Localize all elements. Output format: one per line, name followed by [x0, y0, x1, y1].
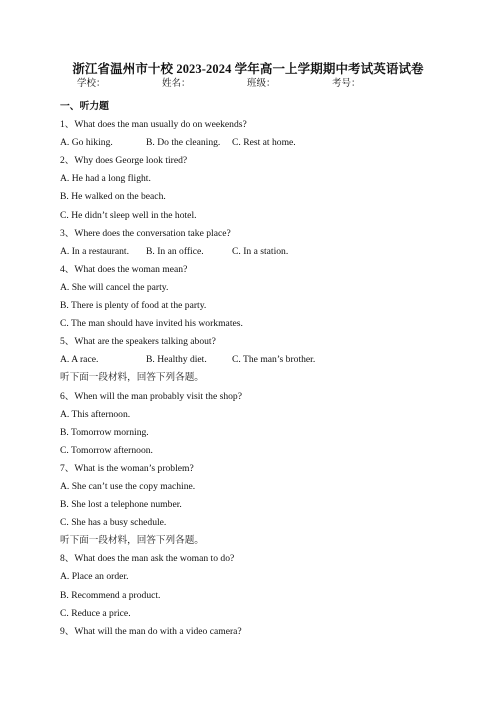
exam-title: 浙江省温州市十校 2023-2024 学年高一上学期期中考试英语试卷	[72, 62, 424, 76]
exam-number-field: 考号：	[332, 79, 361, 89]
question-4: 4、What does the woman mean?	[60, 263, 188, 275]
question-6: 6、When will the man probably visit the shop?	[60, 390, 242, 402]
question-3-options	[60, 246, 456, 264]
question-1-options	[60, 137, 456, 155]
name-field: 姓名：	[162, 79, 191, 89]
option-b: B. In an office.	[146, 245, 204, 257]
option-a: A. He had a long flight.	[60, 173, 151, 185]
option-c: C. Rest at home.	[232, 137, 296, 149]
option-c: C. She has a busy schedule.	[60, 517, 167, 529]
question-list	[60, 101, 456, 644]
option-b: B. Tomorrow morning.	[60, 426, 149, 438]
question-8: 8、What does the man ask the woman to do?	[60, 553, 235, 565]
section-heading: 一、听力题	[60, 101, 109, 112]
option-a: A. A race.	[60, 354, 99, 366]
class-field: 班级：	[247, 79, 276, 89]
student-info-row	[0, 78, 496, 90]
option-b: B. There is plenty of food at the party.	[60, 300, 207, 312]
question-5-options	[60, 354, 456, 372]
listening-instruction: 听下面一段材料，回答下列各题。	[60, 535, 204, 547]
option-a: A. Place an order.	[60, 571, 129, 583]
option-a: A. Go hiking.	[60, 137, 113, 149]
option-b: B. Healthy diet.	[146, 354, 207, 366]
question-5: 5、What are the speakers talking about?	[60, 336, 216, 348]
option-c: C. The man should have invited his workmates.	[60, 318, 243, 330]
question-7: 7、What is the woman’s problem?	[60, 462, 194, 474]
option-a: A. This afternoon.	[60, 408, 131, 420]
question-2: 2、Why does George look tired?	[60, 155, 188, 167]
option-c: C. Tomorrow afternoon.	[60, 444, 153, 456]
option-a: A. In a restaurant.	[60, 245, 129, 257]
listening-instruction: 听下面一段材料，回答下列各题。	[60, 372, 204, 384]
option-b: B. She lost a telephone number.	[60, 499, 182, 511]
option-c: C. The man’s brother.	[232, 354, 316, 366]
question-9: 9、What will the man do with a video camera?	[60, 625, 242, 637]
option-b: B. Recommend a product.	[60, 589, 161, 601]
option-b: B. He walked on the beach.	[60, 191, 166, 203]
option-c: C. He didn’t sleep well in the hotel.	[60, 209, 197, 221]
school-field: 学校：	[77, 79, 106, 89]
option-a: A. She will cancel the party.	[60, 281, 169, 293]
option-b: B. Do the cleaning.	[146, 137, 221, 149]
question-1: 1、What does the man usually do on weekends?	[60, 119, 247, 131]
option-c: C. Reduce a price.	[60, 607, 131, 619]
option-a: A. She can’t use the copy machine.	[60, 480, 196, 492]
option-c: C. In a station.	[232, 245, 289, 257]
question-3: 3、Where does the conversation take place?	[60, 227, 231, 239]
